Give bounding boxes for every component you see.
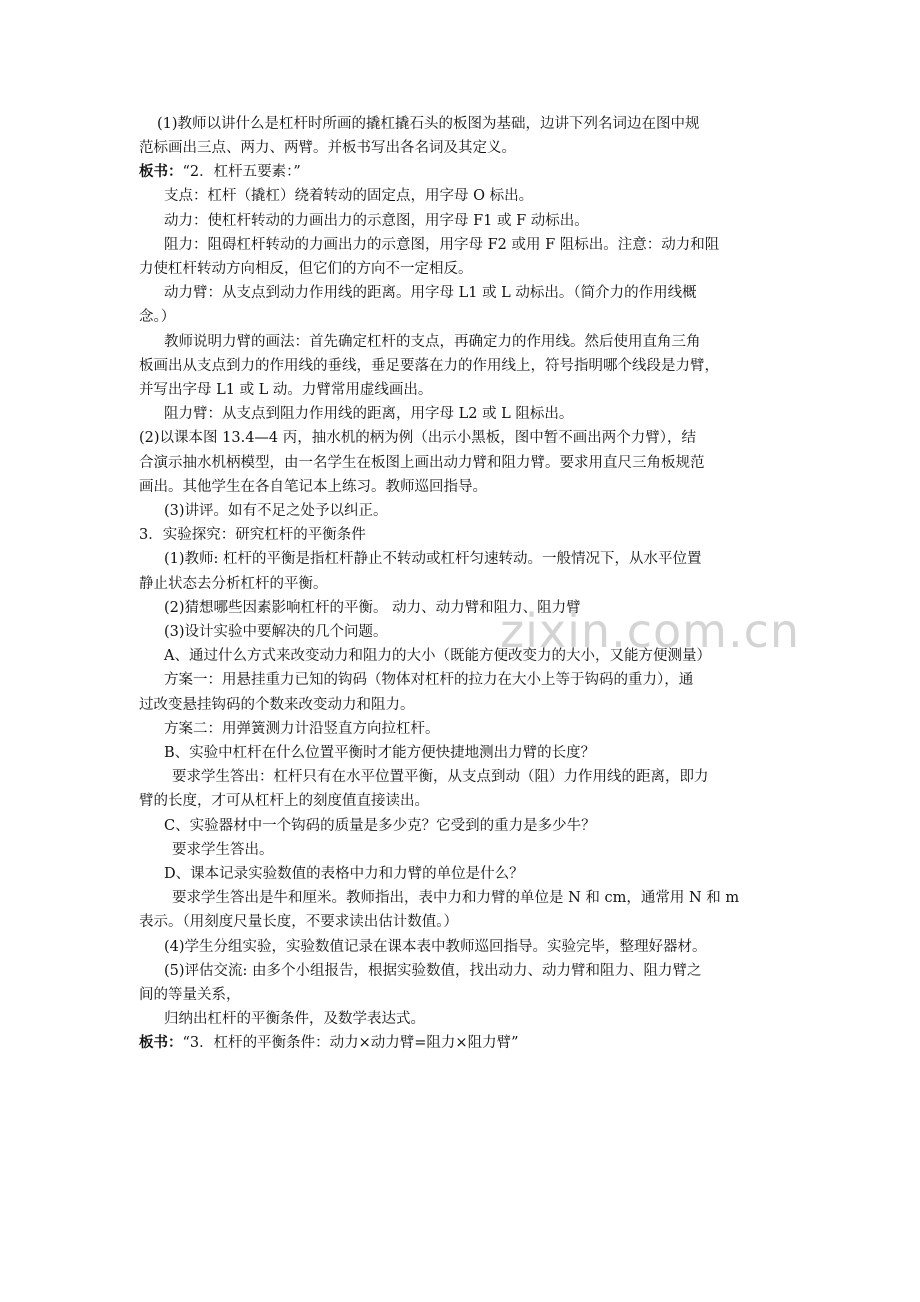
text-line: 要求学生答出：杠杆只有在水平位置平衡，从支点到动（阻）力作用线的距离，即力 [172,769,709,785]
text-line: 臂的长度，才可从杠杆上的刻度值直接读出。 [139,793,429,809]
text-line: 并写出字母 L1 或 L 动。力臂常用虚线画出。 [139,382,433,398]
text-line: 要求学生答出是牛和厘米。教师指出，表中力和力臂的单位是 N 和 cm，通常用 N 和 m [172,890,740,906]
text-line: (2)以课本图 13.4—4 丙，抽水机的柄为例（出示小黑板，图中暂不画出两个力臂），结 [139,430,697,446]
text-line: (3)讲评。如有不足之处予以纠正。 [164,503,388,519]
banshu-text: “3．杠杆的平衡条件：动力×动力臂=阻力×阻力臂” [182,1035,519,1051]
banshu-label: 板书： [139,163,183,180]
text-line: (2)猜想哪些因素影响杠杆的平衡。 动力、动力臂和阻力、阻力臂 [164,600,581,616]
text-line: (1)教师: 杠杆的平衡是指杠杆静止不转动或杠杆匀速转动。一般情况下，从水平位置 [164,551,702,567]
text-line: (5)评估交流: 由多个小组报告，根据实验数值，找出动力、动力臂和阻力、阻力臂之 [164,963,702,979]
text-line: 过改变悬挂钩码的个数来改变动力和阻力。 [139,697,415,713]
text-line: (4)学生分组实验，实验数值记录在课本表中教师巡回指导。实验完毕，整理好器材。 [164,939,707,955]
text-line: 动力臂：从支点到动力作用线的距离。用字母 L1 或 L 动标出。（简介力的作用线概 [164,285,697,301]
text-line: 表示。（用刻度尺量长度，不要求读出估计数值。） [139,914,458,930]
text-line: 3．实验探究：研究杠杆的平衡条件 [139,527,366,543]
banshu-label: 板书： [139,1034,183,1051]
text-line: 画出。其他学生在各自笔记本上练习。教师巡回指导。 [139,479,487,495]
text-line: 力使杠杆转动方向相反，但它们的方向不一定相反。 [139,261,473,277]
watermark: zixin.com.cn [500,604,801,658]
text-line: B、实验中杠杆在什么位置平衡时才能方便快捷地测出力臂的长度？ [164,745,596,761]
text-line: 间的等量关系， [139,987,241,1003]
text-line: C、实验器材中一个钩码的质量是多少克？它受到的重力是多少牛？ [164,818,596,834]
text-line: 念。） [139,309,176,325]
text-line: (1)教师以讲什么是杠杆时所画的撬杠撬石头的板图为基础，边讲下列名词边在图中规 [157,116,700,132]
text-line: D、课本记录实验数值的表格中力和力臂的单位是什么？ [164,866,524,882]
banshu-text: “2．杠杆五要素：” [182,164,301,180]
text-line: 方案二：用弹簧测力计沿竖直方向拉杠杆。 [164,721,440,737]
text-line: 方案一：用悬挂重力已知的钩码（物体对杠杆的拉力在大小上等于钩码的重力），通 [164,672,694,688]
text-line: 静止状态去分析杠杆的平衡。 [139,576,328,592]
text-line: 支点：杠杆（撬杠）绕着转动的固定点，用字母 O 标出。 [164,188,534,204]
text-line: 教师说明力臂的画法：首先确定杠杆的支点，再确定力的作用线。然后使用直角三角 [164,334,701,350]
text-line: A、通过什么方式来改变动力和阻力的大小（既能方便改变力的大小，又能方便测量） [164,648,711,664]
text-line: 阻力：阻碍杠杆转动的力画出力的示意图，用字母 F2 或用 F 阻标出。注意：动力和阻 [164,237,720,253]
text-line: 板画出从支点到力的作用线的垂线，垂足要落在力的作用线上，符号指明哪个线段是力臂， [139,358,719,374]
text-line: 阻力臂：从支点到阻力作用线的距离，用字母 L2 或 L 阻标出。 [164,406,574,422]
text-line: 合演示抽水机柄模型，由一名学生在板图上画出动力臂和阻力臂。要求用直尺三角板规范 [139,455,705,471]
text-line: (3)设计实验中要解决的几个问题。 [164,624,388,640]
banshu-line [139,1033,519,1053]
text-line: 要求学生答出。 [172,842,274,858]
text-line: 归纳出杠杆的平衡条件，及数学表达式。 [164,1011,425,1027]
text-line: 范标画出三点、两力、两臂。并板书写出各名词及其定义。 [139,140,516,156]
text-line: 动力：使杠杆转动的力画出力的示意图，用字母 F1 或 F 动标出。 [164,213,589,229]
banshu-line [139,162,301,182]
